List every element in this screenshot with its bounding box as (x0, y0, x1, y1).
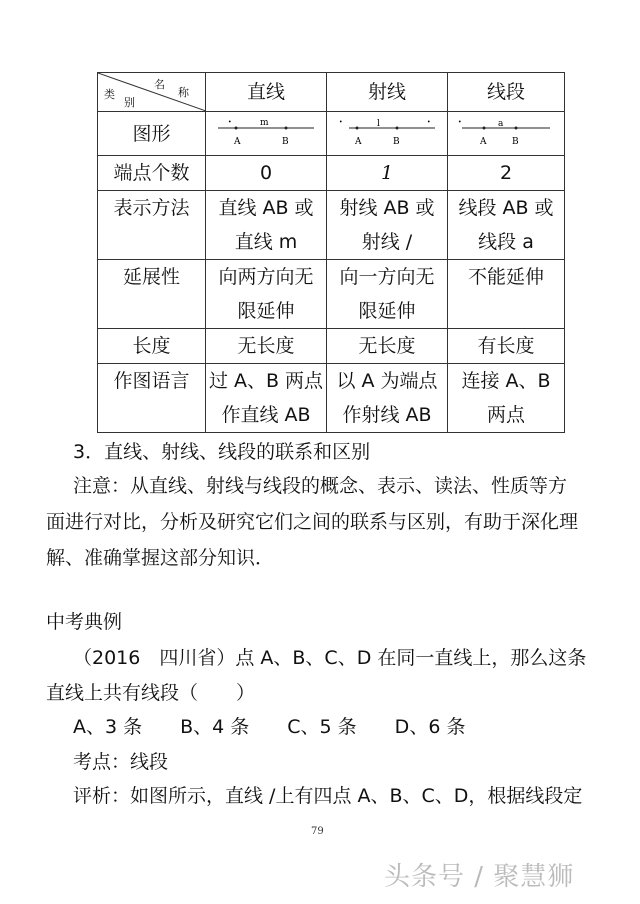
ray-label-l: l (377, 119, 380, 129)
notation-segment: 线段 AB 或 线段 a (448, 191, 565, 260)
drawing-segment: 连接 A、B 两点 (448, 364, 565, 433)
notation-ray: 射线 AB 或 射线 / (327, 191, 448, 260)
endpoints-line: 0 (206, 156, 327, 191)
diag-label-bottom2: 别 (124, 96, 135, 109)
drawing-line: 过 A、B 两点 作直线 AB (206, 364, 327, 433)
ray-label-a: A (355, 137, 362, 147)
length-line: 无长度 (206, 329, 327, 364)
diag-label-top2: 称 (178, 86, 189, 99)
extension-ray: 向一方向无 限延伸 (327, 260, 448, 329)
header-segment: 线段 (448, 73, 565, 112)
diagonal-header-cell (98, 73, 206, 112)
line-label-a: A (234, 137, 241, 147)
row-label-figure: 图形 (98, 112, 206, 156)
drawing-ray: 以 A 为端点 作射线 AB (327, 364, 448, 433)
endpoints-segment: 2 (448, 156, 565, 191)
answer-options: A、3 条 B、4 条 C、5 条 D、6 条 (73, 716, 466, 738)
header-line: 直线 (206, 73, 327, 112)
segment-figure (454, 116, 558, 148)
notation-line: 直线 AB 或 直线 m (206, 191, 327, 260)
example-heading: 中考典例 (46, 611, 123, 633)
page-number: 79 (311, 826, 324, 837)
row-label-endpoints: 端点个数 (98, 156, 206, 191)
segment-label-a: A (480, 137, 487, 147)
line-label-b: B (282, 137, 289, 147)
row-label-drawing: 作图语言 (98, 364, 206, 433)
row-label-length: 长度 (98, 329, 206, 364)
row-label-notation: 表示方法 (98, 191, 206, 260)
ray-label-b: B (393, 137, 400, 147)
figure-ray-cell (327, 112, 448, 156)
length-segment: 有长度 (448, 329, 565, 364)
segment-label-b: B (512, 137, 519, 147)
svg-text:•: • (427, 119, 431, 126)
diag-label-bottom1: 类 (104, 88, 115, 101)
ray-figure (335, 116, 439, 148)
line-label-m: m (260, 118, 269, 128)
kaodian-line: 考点：线段 (73, 751, 169, 773)
svg-text:•: • (458, 119, 462, 126)
segment-label-s: a (498, 119, 504, 129)
svg-text:•: • (339, 119, 343, 126)
question-line-1: （2016 四川省）点 A、B、C、D 在同一直线上，那么这条 (73, 647, 587, 669)
diag-label-top1: 名 (154, 78, 165, 91)
line-figure (214, 116, 318, 148)
extension-segment: 不能延伸 (448, 260, 565, 329)
row-label-extension: 延展性 (98, 260, 206, 329)
endpoints-ray: 1 (327, 156, 448, 191)
note-line-2: 面进行对比，分析及研究它们之间的联系与区别，有助于深化理 (46, 511, 579, 533)
pingxi-line: 评析：如图所示，直线 /上有四点 A、B、C、D，根据线段定 (73, 785, 583, 807)
note-line-3: 解、准确掌握这部分知识． (46, 547, 275, 569)
figure-line-cell (206, 112, 327, 156)
note-line-1: 注意：从直线、射线与线段的概念、表示、读法、性质等方 (73, 475, 568, 497)
length-ray: 无长度 (327, 329, 448, 364)
watermark: 头条号 / 聚慧狮 (384, 862, 575, 892)
extension-line: 向两方向无 限延伸 (206, 260, 327, 329)
svg-text:•: • (228, 119, 232, 126)
comparison-table (97, 72, 565, 433)
figure-segment-cell (448, 112, 565, 156)
question-line-2: 直线上共有线段（ ） (46, 682, 256, 704)
header-ray: 射线 (327, 73, 448, 112)
section-title: 3．直线、射线、线段的联系和区别 (73, 441, 371, 463)
